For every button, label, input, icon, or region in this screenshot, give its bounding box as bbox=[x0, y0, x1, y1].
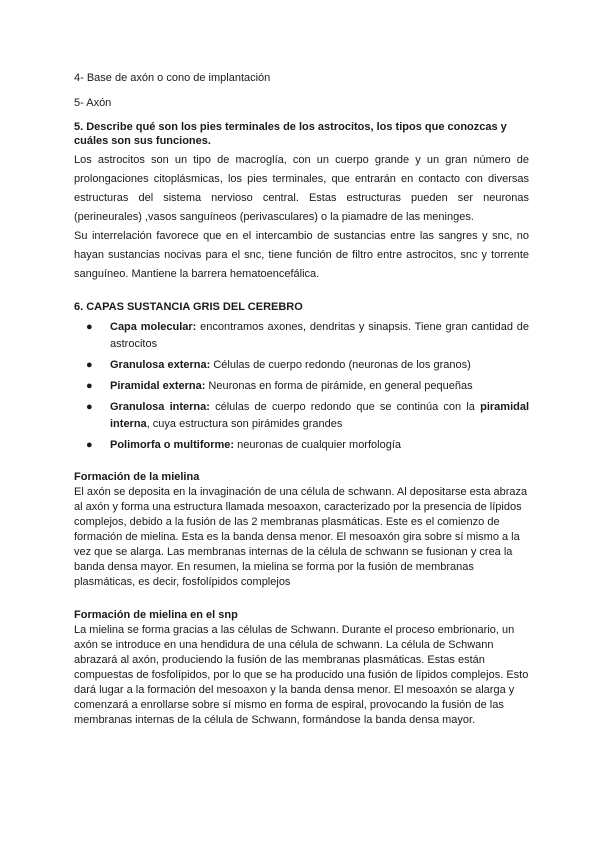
mielina-title: Formación de la mielina bbox=[74, 471, 200, 483]
document-page bbox=[74, 70, 529, 746]
question-5-paragraph-2: Su interrelación favorece que en el intercambio de sustancias entre las sangres y snc, no hayan sustancias nocivas para el snc, tiene función de filtro entre astrocitos, snc y torrente sanguíneo. Mantiene la barrera hematoencefálica. bbox=[74, 230, 529, 280]
layer-item bbox=[86, 357, 529, 374]
question-6-title: 6. CAPAS SUSTANCIA GRIS DEL CEREBRO bbox=[74, 301, 303, 313]
layer-description: Neuronas en forma de pirámide, en general pequeñas bbox=[205, 380, 473, 392]
question-5-paragraph-1: Los astrocitos son un tipo de macroglía, con un cuerpo grande y un gran número de prolongaciones citoplásmicas, los pies terminales, que entrarán en contacto con diversas estructuras del sistema nervioso central. Estas estructuras pueden ser neuronas (perineurales) ,vasos sanguíneos (perivasculares) o la piamadre de las meninges. bbox=[74, 154, 529, 223]
layer-description-end: , cuya estructura son pirámides grandes bbox=[146, 418, 343, 430]
layer-description: Células de cuerpo redondo (neuronas de los granos) bbox=[210, 359, 471, 371]
layer-name: Piramidal externa: bbox=[110, 380, 206, 392]
bullet-icon: ● bbox=[86, 380, 93, 392]
bullet-icon: ● bbox=[86, 401, 93, 413]
layer-item bbox=[86, 319, 529, 353]
layer-emphasis: piramidal interna bbox=[110, 401, 530, 430]
layer-name: Polimorfa o multiforme: bbox=[110, 439, 235, 451]
layer-item bbox=[86, 399, 530, 433]
question-5-title: 5. Describe qué son los pies terminales de los astrocitos, los tipos que conozcas y cuáles son sus funciones. bbox=[74, 121, 507, 147]
bullet-icon: ● bbox=[86, 321, 93, 333]
layer-item bbox=[86, 378, 529, 395]
layer-name: Granulosa interna: bbox=[110, 401, 210, 413]
list-item-4: 4- Base de axón o cono de implantación bbox=[74, 72, 271, 84]
layer-description: encontramos axones, dendritas y sinapsis. Tiene gran cantidad de astrocitos bbox=[110, 321, 529, 350]
list-item-5: 5- Axón bbox=[74, 97, 112, 109]
layer-description: neuronas de cualquier morfología bbox=[234, 439, 402, 451]
snp-title: Formación de mielina en el snp bbox=[74, 609, 238, 621]
mielina-paragraph: El axón se deposita en la invaginación de una célula de schwann. Al depositarse esta abraza al axón y forma una estructura llamada mesoaxon, caracterizado por la presencia de lípidos complejos, debido a la fusión de las 2 membranas plasmáticas. Este es el comienzo de formación de mielina. Esta es la banda densa menor. El mesoaxón gira sobre sí mismo a la vez que se alarga. Las membranas internas de la célula de schwann se fusionan y crea la banda densa mayor. En resumen, la mielina se forma por la fusión de membranas plasmáticas, es decir, fosfolípidos complejos bbox=[74, 486, 528, 588]
layer-description: células de cuerpo redondo que se continúa con la bbox=[209, 401, 481, 413]
layer-item bbox=[86, 437, 529, 454]
layers-list bbox=[74, 319, 529, 454]
snp-paragraph: La mielina se forma gracias a las células de Schwann. Durante el proceso embrionario, un axón se introduce en una hendidura de una célula de schwann. La célula de Schwann abrazará al axón, produciendo la fusión de las membranas plasmáticas. Estas están compuestas de fosfolípidos, por lo que se ha producido una fusión de lípidos complejos. Esto dará lugar a la formación del mesoaxon y la banda densa menor. El mesoaxón se alarga y comenzará a enrollarse sobre sí mismo en forma de espiral, provocando la fusión de las membranas internas de la célula de Schwann, formándose la banda densa mayor. bbox=[74, 624, 529, 726]
bullet-icon: ● bbox=[86, 439, 93, 451]
layer-name: Granulosa externa: bbox=[110, 359, 211, 371]
layer-name: Capa molecular: bbox=[110, 321, 197, 333]
bullet-icon: ● bbox=[86, 359, 93, 371]
